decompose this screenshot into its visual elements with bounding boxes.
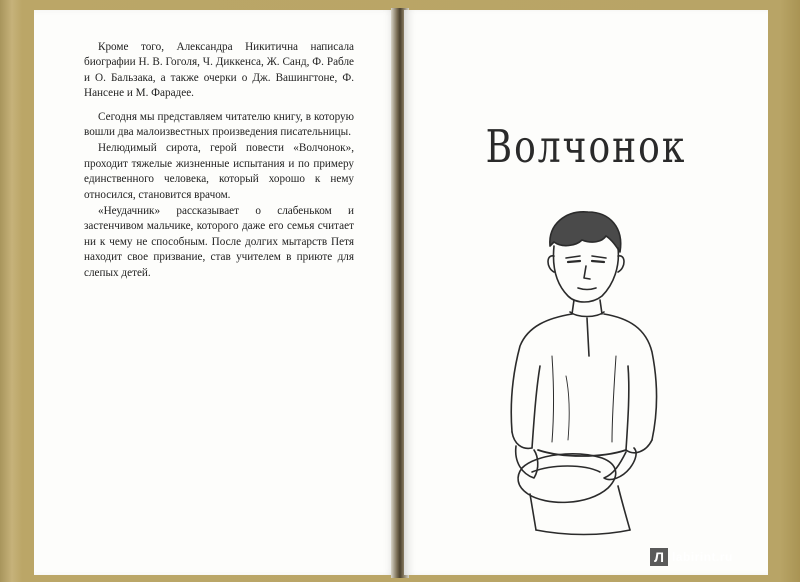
right-page xyxy=(404,10,768,575)
paragraph-biographies: Кроме того, Александра Никитична написала биографии Н. В. Гоголя, Ч. Диккенса, Ж. Санд, Ф. Рабле и О. Бальзака, а также очерки о Дж. Вашингтоне, Ф. Нансене и М. Фарадее. xyxy=(84,41,354,100)
watermark-badge: Л xyxy=(650,548,668,566)
book-title: Волчонок xyxy=(485,122,687,174)
paragraph-volchonok-summary: Нелюдимый сирота, герой повести «Волчонок», проходит тяжелые жизненные испытания и по примеру единственного человека, который хорошо к нему относился, становится врачом. xyxy=(84,142,354,201)
left-page-text xyxy=(84,40,354,289)
left-page xyxy=(34,10,396,575)
watermark-text: labirint.ru xyxy=(672,550,733,564)
watermark xyxy=(650,548,733,566)
boy-portrait-illustration xyxy=(492,206,682,536)
paragraph-neudachnik-summary: «Неудачник» рассказывает о слабеньком и застенчивом мальчике, которого даже его семья считает ни к чему не способным. После долгих мытарств Петя находит свое призвание, став учителем в приюте для слепых детей. xyxy=(84,205,354,279)
paragraph-introduction: Сегодня мы представляем читателю книгу, в которую вошли два малоизвестных произведения писательницы. xyxy=(84,110,354,139)
